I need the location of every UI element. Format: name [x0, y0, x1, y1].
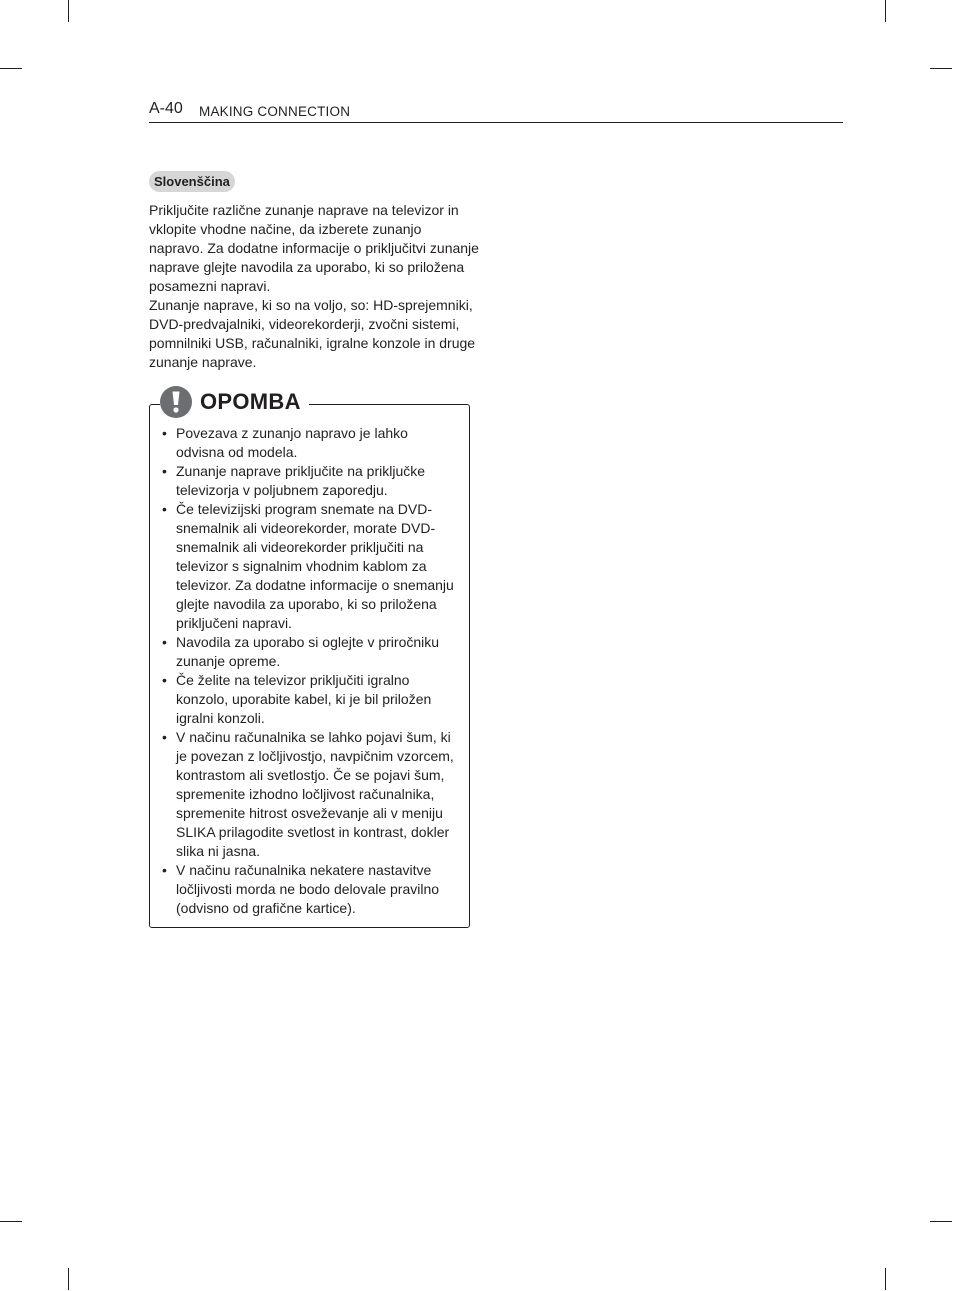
intro-paragraph: Priključite različne zunanje naprave na televizor in vklopite vhodne načine, da izberete zunanjo napravo. Za dodatne informacije o priključitvi zunanje naprave glejte navodila za uporabo, ki so priložena posamezni napravi. — [149, 202, 479, 294]
exclamation-icon — [160, 386, 192, 418]
crop-mark — [68, 1268, 69, 1290]
crop-mark — [68, 0, 69, 22]
list-item: • V načinu računalnika nekatere nastavitve ločljivosti morda ne bodo delovale pravilno (odvisno od grafične kartice). — [162, 862, 440, 916]
section-title: MAKING CONNECTION — [199, 104, 351, 119]
bullet-icon: • — [162, 501, 167, 517]
crop-mark — [930, 1221, 952, 1222]
list-item: • Navodila za uporabo si oglejte v priročniku zunanje opreme. — [162, 634, 440, 669]
language-badge: Slovenščina — [149, 171, 235, 192]
bullet-icon: • — [162, 862, 167, 878]
list-item: • V načinu računalnika se lahko pojavi šum, ki je povezan z ločljivostjo, navpičnim vzorcem, kontrastom ali svetlostjo. Če se pojavi šum, spremenite izhodno ločljivost računalnika, spremenite hitrost osveževanje ali v meniju SLIKA prilagodite svetlost in kontrast, dokler slika ni jasna. — [162, 729, 454, 859]
bullet-icon: • — [162, 672, 167, 688]
note-title: OPOMBA — [200, 389, 301, 414]
intro-paragraph: Zunanje naprave, ki so na voljo, so: HD-sprejemniki, DVD-predvajalniki, videorekorderji, zvočni sistemi, pomnilniki USB, računalniki, igralne konzole in druge zunanje naprave. — [149, 297, 476, 370]
list-item: • Povezava z zunanjo napravo je lahko odvisna od modela. — [162, 425, 408, 460]
list-item: • Zunanje naprave priključite na priključke televizorja v poljubnem zaporedju. — [162, 463, 426, 498]
bullet-icon: • — [162, 634, 167, 650]
crop-mark — [0, 68, 22, 69]
note-header — [160, 385, 309, 419]
intro-text — [149, 201, 479, 372]
crop-mark — [885, 0, 886, 22]
crop-mark — [885, 1268, 886, 1290]
page-number: A-40 — [149, 100, 183, 117]
bullet-icon: • — [162, 425, 167, 441]
note-list — [160, 424, 460, 918]
bullet-icon: • — [162, 463, 167, 479]
list-item: • Če želite na televizor priključiti igralno konzolo, uporabite kabel, ki je bil priložen igralni konzoli. — [162, 672, 432, 726]
crop-mark — [0, 1221, 22, 1222]
crop-mark — [930, 68, 952, 69]
page-header — [149, 98, 843, 123]
bullet-icon: • — [162, 729, 167, 745]
list-item: • Če televizijski program snemate na DVD-snemalnik ali videorekorder, morate DVD-snemalnik ali videorekorder priključiti na televizor s signalnim vhodnim kablom za televizor. Za dodatne informacije o snemanju glejte navodila za uporabo, ki so priložena priključeni napravi. — [162, 501, 454, 631]
